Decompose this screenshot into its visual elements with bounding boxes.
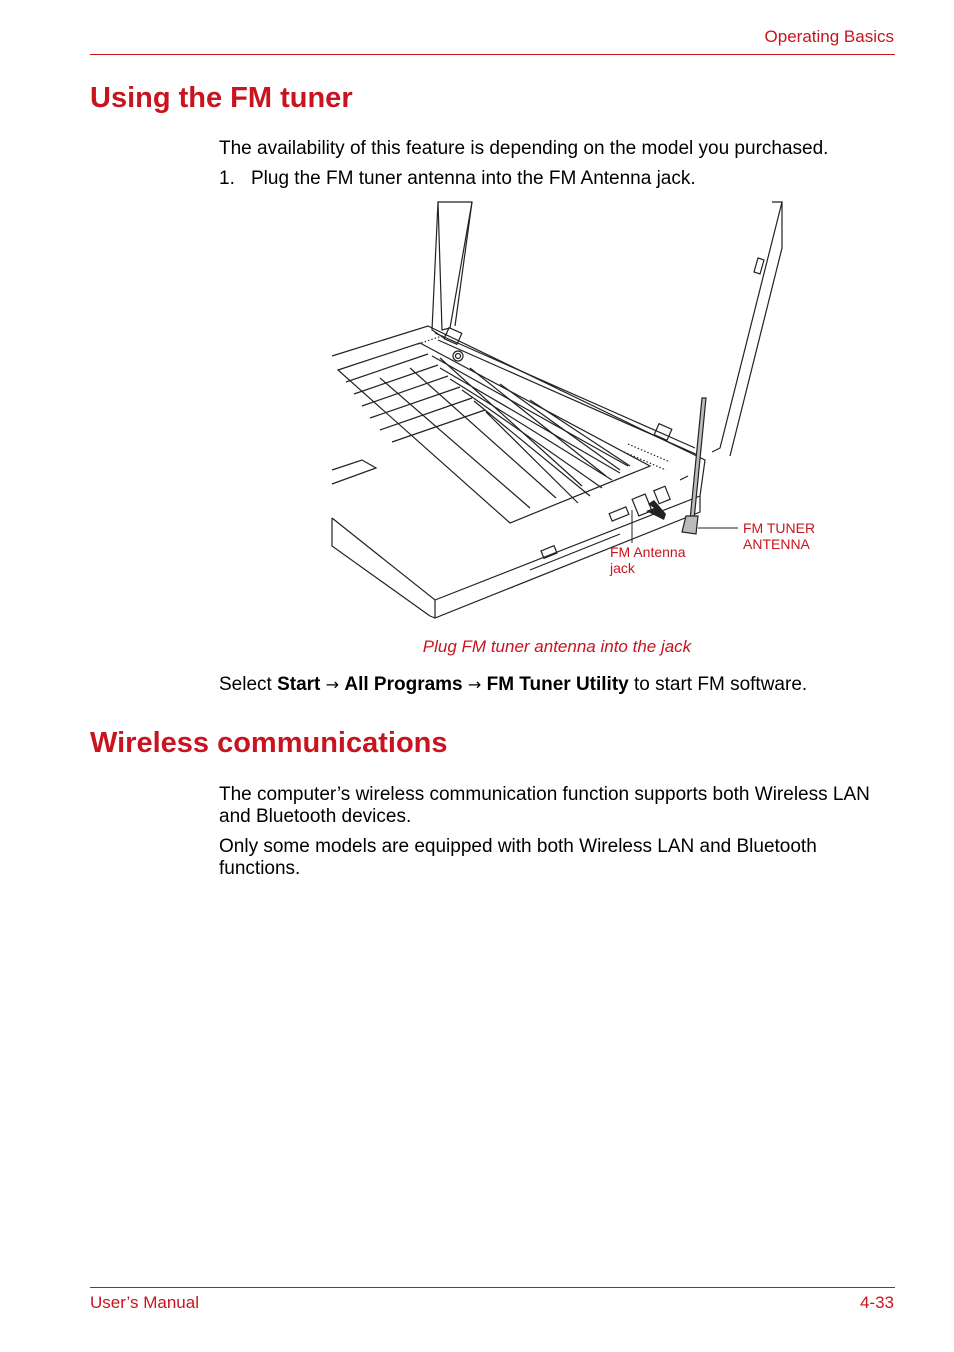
header-rule (90, 54, 895, 55)
menu-all-programs: All Programs (344, 674, 463, 695)
page-number: 4-33 (859, 1293, 894, 1312)
fm-tuner-antenna-label-line1: FM TUNER (743, 520, 816, 536)
menu-fm-tuner-utility: FM Tuner Utility (486, 674, 629, 695)
intro-paragraph: The availability of this feature is depending on the model you purchased. (219, 138, 829, 159)
footer-manual-title: User’s Manual (90, 1293, 199, 1312)
fm-antenna-jack-label (610, 544, 686, 576)
footer-rule (90, 1287, 895, 1288)
step-text: Plug the FM tuner antenna into the FM Antenna jack. (251, 168, 696, 189)
instruction-suffix: to start FM software. (628, 674, 808, 695)
fm-antenna-jack-label-line2: jack (610, 560, 635, 576)
section-title-fm-tuner: Using the FM tuner (90, 82, 353, 114)
figure-caption: Plug FM tuner antenna into the jack (422, 637, 692, 656)
arrow-icon: → (325, 675, 340, 694)
fm-tuner-antenna-label-line2: ANTENNA (743, 536, 810, 552)
instruction-paragraph (219, 674, 889, 696)
running-header: Operating Basics (764, 27, 894, 46)
fm-antenna-jack-label-line1: FM Antenna (610, 544, 686, 560)
fm-tuner-antenna-label (743, 520, 815, 552)
wireless-paragraph-2: Only some models are equipped with both Wireless LAN and Bluetooth functions. (219, 836, 817, 879)
step-1 (219, 168, 696, 190)
wireless-paragraph-1: The computer’s wireless communication function supports both Wireless LAN and Bluetooth devices. (219, 784, 870, 827)
laptop-illustration (320, 198, 840, 628)
step-number: 1. (219, 168, 235, 189)
menu-start: Start (277, 674, 321, 695)
arrow-icon: → (467, 675, 482, 694)
section-title-wireless: Wireless communications (90, 727, 448, 759)
laptop-drawing (320, 198, 840, 628)
instruction-prefix: Select (219, 674, 278, 695)
